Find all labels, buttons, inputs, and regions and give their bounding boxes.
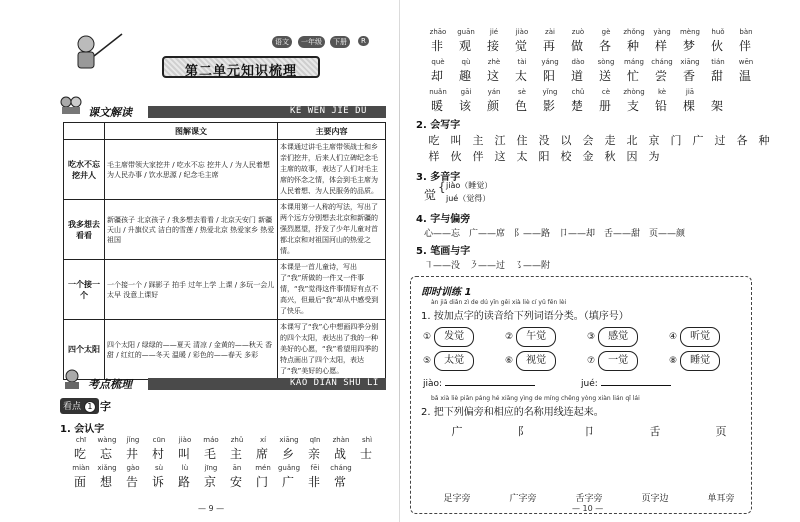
write-char: 住 [516, 134, 530, 147]
hanzi-char: 觉 [514, 39, 529, 53]
jue-answer-line[interactable] [581, 375, 671, 389]
subject-pill: 语文 [272, 36, 292, 48]
q4-heading: 4. 字与偏旁 [416, 214, 471, 225]
write-char: 太 [516, 150, 530, 163]
pinyin-syllable: mèng [679, 28, 700, 36]
hanzi-char: 温 [738, 69, 753, 83]
jiao-label: jiào: [423, 379, 443, 389]
pinyin-syllable: xiāng [279, 436, 299, 444]
write-char: 为 [648, 150, 662, 163]
pinyin-syllable: máng [624, 58, 644, 66]
hanzi-char: 士 [359, 447, 374, 461]
pinyin-syllable: zhǒng [623, 28, 645, 36]
pinyin-syllable: zhǔ [230, 436, 244, 444]
pinyin-syllable: máo [203, 436, 219, 444]
option-number: ③ [587, 332, 596, 342]
jue-label: jué: [581, 379, 598, 389]
write-char: 京 [648, 134, 662, 147]
pinyin-syllable: lù [181, 464, 189, 472]
hanzi-char: 架 [710, 99, 725, 113]
hanzi-char: 送 [598, 69, 613, 83]
pinyin-syllable: tián [711, 58, 725, 66]
polyphone-reading-a: jiào（睡觉） [446, 181, 493, 190]
radical-name-item[interactable]: 舌字旁 [575, 494, 603, 504]
practice-title: 即时训练 1 [421, 287, 472, 298]
pinyin-syllable: zhè [487, 58, 501, 66]
fishing-boy-illustration [64, 30, 124, 72]
word-option [587, 351, 638, 371]
pinyin-syllable: sù [154, 464, 164, 472]
radical-name-item[interactable]: 单耳旁 [707, 494, 735, 504]
hanzi-char: 暖 [430, 99, 445, 113]
practice-q2: 2. 把下列偏旁和相应的名称用线连起来。 [421, 407, 604, 418]
radical-item[interactable]: 阝 [517, 425, 529, 438]
pinyin-syllable: mén [255, 464, 271, 472]
pinyin-syllable: zài [545, 28, 555, 36]
hanzi-char: 支 [626, 99, 641, 113]
kids-reading-icon [58, 95, 84, 115]
write-char: 吃 [428, 134, 442, 147]
hanzi-char: 种 [626, 39, 641, 53]
pinyin-syllable: cháng [651, 58, 673, 66]
practice-q2-pinyin: bǎ xià liè piān páng hé xiāng yìng de míng chēng yòng xiàn lián qǐ lái [431, 395, 640, 402]
write-char: 伴 [472, 150, 486, 163]
hanzi-char: 香 [682, 69, 697, 83]
pinyin-syllable: dào [571, 58, 585, 66]
hanzi-char: 该 [458, 99, 473, 113]
lesson-diagram: 新疆孩子 北京孩子 / 我多想去看看 / 北京天安门 新疆天山 / 升旗仪式 洁白的雪莲 / 热爱北京 热爱家乡 热爱祖国 [105, 200, 278, 260]
lesson-title: 一个接一个 [64, 260, 105, 320]
q5-heading: 5. 笔画与字 [416, 246, 471, 257]
radical-item[interactable]: 舌 [649, 425, 661, 438]
hanzi-char: 吃 [73, 447, 88, 461]
lesson-title: 吃水不忘挖井人 [64, 140, 105, 200]
pinyin-syllable: gào [126, 464, 140, 472]
write-char: 阳 [538, 150, 552, 163]
pinyin-syllable: zhāo [429, 28, 447, 36]
pinyin-syllable: guān [457, 28, 475, 36]
pinyin-syllable: zhàn [332, 436, 350, 444]
hanzi-char: 接 [486, 39, 501, 53]
polyphone-reading-b: jué（觉得） [446, 194, 491, 203]
word-option [505, 351, 556, 371]
radical-item[interactable]: 卩 [583, 425, 595, 438]
pinyin-syllable: què [431, 58, 445, 66]
hanzi-char: 安 [229, 475, 244, 489]
write-char: 江 [494, 134, 508, 147]
hanzi-char: 棵 [682, 99, 697, 113]
option-number: ⑦ [587, 356, 596, 366]
pinyin-syllable: yáng [541, 58, 559, 66]
lesson-content: 本课通过讲毛主席带领战士和乡亲们挖井，后来人们立碑纪念毛主席的故事，表达了人们对毛主席的怀念之情，体会到毛主席为人民着想、为人民服务的品质。 [278, 140, 386, 200]
word-option [423, 327, 474, 347]
jiao-blank[interactable] [445, 375, 535, 386]
pinyin-syllable: xí [259, 436, 267, 444]
pinyin-syllable: kè [657, 88, 667, 96]
table-row [64, 200, 386, 260]
lesson-content: 本课是一首儿童诗，写出了“我”所做的一件又一件事情，“我”觉得这件事情好有点不高兴，但最后“我”却从中感受到了快乐。 [278, 260, 386, 320]
practice-box [410, 276, 752, 514]
jiao-answer-line[interactable] [423, 375, 535, 389]
option-word: 午觉 [516, 327, 556, 347]
write-char: 种 [758, 134, 772, 147]
radical-item[interactable]: 广 [451, 425, 463, 438]
lesson-title: 四个太阳 [64, 320, 105, 380]
hanzi-char: 楚 [570, 99, 585, 113]
pinyin-syllable: gè [601, 28, 611, 36]
pinyin-syllable: bàn [739, 28, 753, 36]
pinyin-syllable: jiào [515, 28, 529, 36]
hanzi-char: 色 [514, 99, 529, 113]
radical-pairs: 心——忘 广——席 阝——路 卩——却 舌——甜 页——颜 [424, 229, 686, 239]
option-number: ⑤ [423, 356, 432, 366]
pinyin-syllable: jié [489, 28, 499, 36]
word-option [669, 327, 720, 347]
pinyin-syllable: jīng [204, 464, 218, 472]
hanzi-char: 再 [542, 39, 557, 53]
table-row [64, 320, 386, 380]
pinyin-syllable: qīn [309, 436, 321, 444]
hanzi-char: 忙 [626, 69, 641, 83]
pinyin-syllable: tài [517, 58, 527, 66]
edition-pill: R [358, 36, 369, 46]
option-word: 感觉 [598, 327, 638, 347]
hanzi-char: 甜 [710, 69, 725, 83]
lesson-content: 本课用第一人称的写法，写出了两个远方分别想去北京和新疆的强烈愿望，抒发了少年儿童对首都北京和对祖国河山的热爱之情。 [278, 200, 386, 260]
radical-name-item[interactable]: 足字旁 [443, 494, 471, 504]
brace: { [438, 180, 446, 194]
pinyin-syllable: zhòng [623, 88, 645, 96]
hanzi-char: 告 [125, 475, 140, 489]
write-char: 广 [692, 134, 706, 147]
pinyin-syllable: sòng [597, 58, 615, 66]
keypoint-label: 看点 [63, 402, 82, 412]
option-number: ⑧ [669, 356, 678, 366]
hanzi-char: 广 [281, 475, 296, 489]
section-pinyin-keypoints: KAO DIAN SHU LI [290, 378, 379, 388]
pinyin-syllable: wēn [738, 58, 754, 66]
pinyin-syllable: cè [601, 88, 611, 96]
option-number: ② [505, 332, 514, 342]
hanzi-char: 叫 [177, 447, 192, 461]
hanzi-char: 梦 [682, 39, 697, 53]
unit-title: 第二单元知识梳理 [184, 64, 297, 79]
pinyin-syllable: guǎng [277, 464, 301, 472]
write-char: 主 [472, 134, 486, 147]
trophy-kid-icon [60, 368, 84, 390]
table-row [64, 140, 386, 200]
practice-q1: 1. 按加点字的读音给下列词语分类。（填序号） [421, 311, 629, 322]
hanzi-char: 趣 [458, 69, 473, 83]
hanzi-char: 想 [99, 475, 114, 489]
pinyin-syllable: wàng [97, 436, 117, 444]
hanzi-char: 忘 [99, 447, 114, 461]
option-word: 视觉 [516, 351, 556, 371]
option-word: 太觉 [434, 351, 474, 371]
pinyin-syllable: zuò [571, 28, 585, 36]
option-word: 一觉 [598, 351, 638, 371]
hanzi-char: 面 [73, 475, 88, 489]
write-char: 因 [626, 150, 640, 163]
hanzi-char: 阳 [542, 69, 557, 83]
hanzi-char: 门 [255, 475, 270, 489]
hanzi-char: 路 [177, 475, 192, 489]
polyphone-char: 觉 [424, 188, 437, 202]
keypoint-text: 字 [100, 400, 111, 413]
hanzi-char: 京 [203, 475, 218, 489]
pinyin-syllable: yàng [653, 28, 671, 36]
pinyin-syllable: jiā [685, 88, 695, 96]
hanzi-char: 各 [598, 39, 613, 53]
hanzi-char: 颜 [486, 99, 501, 113]
col-header-content: 主要内容 [278, 123, 386, 140]
word-option [505, 327, 556, 347]
hanzi-char: 做 [570, 39, 585, 53]
write-char: 门 [670, 134, 684, 147]
radical-item[interactable]: 页 [715, 425, 727, 438]
pinyin-syllable: chī [75, 436, 87, 444]
pinyin-syllable: jǐng [126, 436, 140, 444]
q3-heading: 3. 多音字 [416, 172, 461, 183]
word-option [423, 351, 474, 371]
hanzi-char: 战 [333, 447, 348, 461]
page-number-left: — 9 — [198, 504, 225, 513]
section-pinyin-reading: KE WEN JIE DU [290, 106, 367, 116]
jue-blank[interactable] [601, 375, 671, 386]
write-char: 各 [736, 134, 750, 147]
hanzi-char: 常 [333, 475, 348, 489]
q2-heading: 2. 会写字 [416, 120, 461, 131]
write-char: 校 [560, 150, 574, 163]
pinyin-syllable: yǐng [542, 88, 558, 96]
write-char: 会 [582, 134, 596, 147]
section-title-text-reading: 课文解读 [88, 106, 132, 119]
hanzi-char: 乡 [281, 447, 296, 461]
pinyin-syllable: sè [518, 88, 526, 96]
write-char: 这 [494, 150, 508, 163]
write-char: 以 [560, 134, 574, 147]
text-analysis-table [63, 122, 386, 380]
write-char: 金 [582, 150, 596, 163]
hanzi-char: 样 [654, 39, 669, 53]
lesson-diagram: 四个太阳 / 绿绿的——夏天 清凉 / 金黄的——秋天 香甜 / 红红的——冬天 温暖 / 彩色的——春天 多彩 [105, 320, 278, 380]
option-word: 听觉 [680, 327, 720, 347]
hanzi-char: 太 [514, 69, 529, 83]
hanzi-char: 诉 [151, 475, 166, 489]
keypoint-badge [60, 398, 99, 414]
hanzi-char: 毛 [203, 447, 218, 461]
lesson-content: 本课写了“我”心中想画四季分别的四个太阳，表达出了我的一种美好的心愿，“我”希望用四季的特点画出了四个太阳，表达了“我”美好的心愿。 [278, 320, 386, 380]
q1-heading: 1. 会认字 [60, 424, 105, 435]
page-number-right: — 10 — [572, 504, 604, 513]
word-option [669, 351, 720, 371]
table-row [64, 260, 386, 320]
write-char: 秋 [604, 150, 618, 163]
hanzi-char: 井 [125, 447, 140, 461]
write-char: 伙 [450, 150, 464, 163]
pinyin-syllable: qù [461, 58, 471, 66]
hanzi-char: 伴 [738, 39, 753, 53]
pinyin-syllable: cháng [330, 464, 352, 472]
stroke-pairs: ㇕——没 ㇋——过 ㇌——附 [424, 261, 551, 271]
option-word: 睡觉 [680, 351, 720, 371]
hanzi-char: 道 [570, 69, 585, 83]
hanzi-char: 铅 [654, 99, 669, 113]
lesson-diagram: 一个接一个 / 踩影子 拍手 过年上学 上课 / 多玩一会儿 太早 没意上课好 [105, 260, 278, 320]
radical-name-item[interactable]: 页字边 [641, 494, 669, 504]
pinyin-syllable: fēi [310, 464, 320, 472]
pinyin-syllable: miàn [72, 464, 90, 472]
pinyin-syllable: huǒ [711, 28, 725, 36]
hanzi-char: 这 [486, 69, 501, 83]
pinyin-syllable: gāi [460, 88, 472, 96]
keypoint-number: 1 [84, 401, 96, 413]
lesson-diagram: 毛主席带领大家挖井 / 吃水不忘 挖井人 / 为人民着想 为人民办事 / 饮水思源 / 纪念毛主席 [105, 140, 278, 200]
write-char: 叫 [450, 134, 464, 147]
write-char: 样 [428, 150, 442, 163]
table-header-row [64, 123, 386, 140]
hanzi-char: 伙 [710, 39, 725, 53]
write-char: 没 [538, 134, 552, 147]
option-number: ① [423, 332, 432, 342]
hanzi-char: 主 [229, 447, 244, 461]
write-char: 过 [714, 134, 728, 147]
practice-q1-pinyin: àn jiā diǎn zì de dú yīn gěi xià liè cí yǔ fēn lèi [431, 299, 567, 306]
hanzi-char: 亲 [307, 447, 322, 461]
lesson-title: 我多想去看看 [64, 200, 105, 260]
pinyin-syllable: nuǎn [429, 88, 447, 96]
pinyin-syllable: jiào [178, 436, 192, 444]
section-title-text-keypoints: 考点梳理 [88, 378, 132, 391]
grade-pill: 一年级 [298, 36, 325, 48]
option-number: ④ [669, 332, 678, 342]
hanzi-char: 尝 [654, 69, 669, 83]
hanzi-char: 村 [151, 447, 166, 461]
term-pill: 下册 [330, 36, 350, 48]
write-char: 走 [604, 134, 618, 147]
hanzi-char: 非 [307, 475, 322, 489]
hanzi-char: 册 [598, 99, 613, 113]
pinyin-syllable: yán [487, 88, 501, 96]
hanzi-char: 却 [430, 69, 445, 83]
pinyin-syllable: chǔ [571, 88, 585, 96]
pinyin-syllable: xiǎng [97, 464, 117, 472]
write-char: 北 [626, 134, 640, 147]
radical-name-item[interactable]: 广字旁 [509, 494, 537, 504]
col-header-diagram: 图解课文 [105, 123, 278, 140]
pinyin-syllable: shì [361, 436, 373, 444]
hanzi-char: 观 [458, 39, 473, 53]
pinyin-syllable: ān [232, 464, 242, 472]
word-option [587, 327, 638, 347]
unit-title-bar [162, 56, 320, 78]
option-number: ⑥ [505, 356, 514, 366]
pinyin-syllable: cūn [152, 436, 166, 444]
hanzi-char: 非 [430, 39, 445, 53]
option-word: 发觉 [434, 327, 474, 347]
hanzi-char: 席 [255, 447, 270, 461]
hanzi-char: 影 [542, 99, 557, 113]
pinyin-syllable: xiāng [680, 58, 700, 66]
